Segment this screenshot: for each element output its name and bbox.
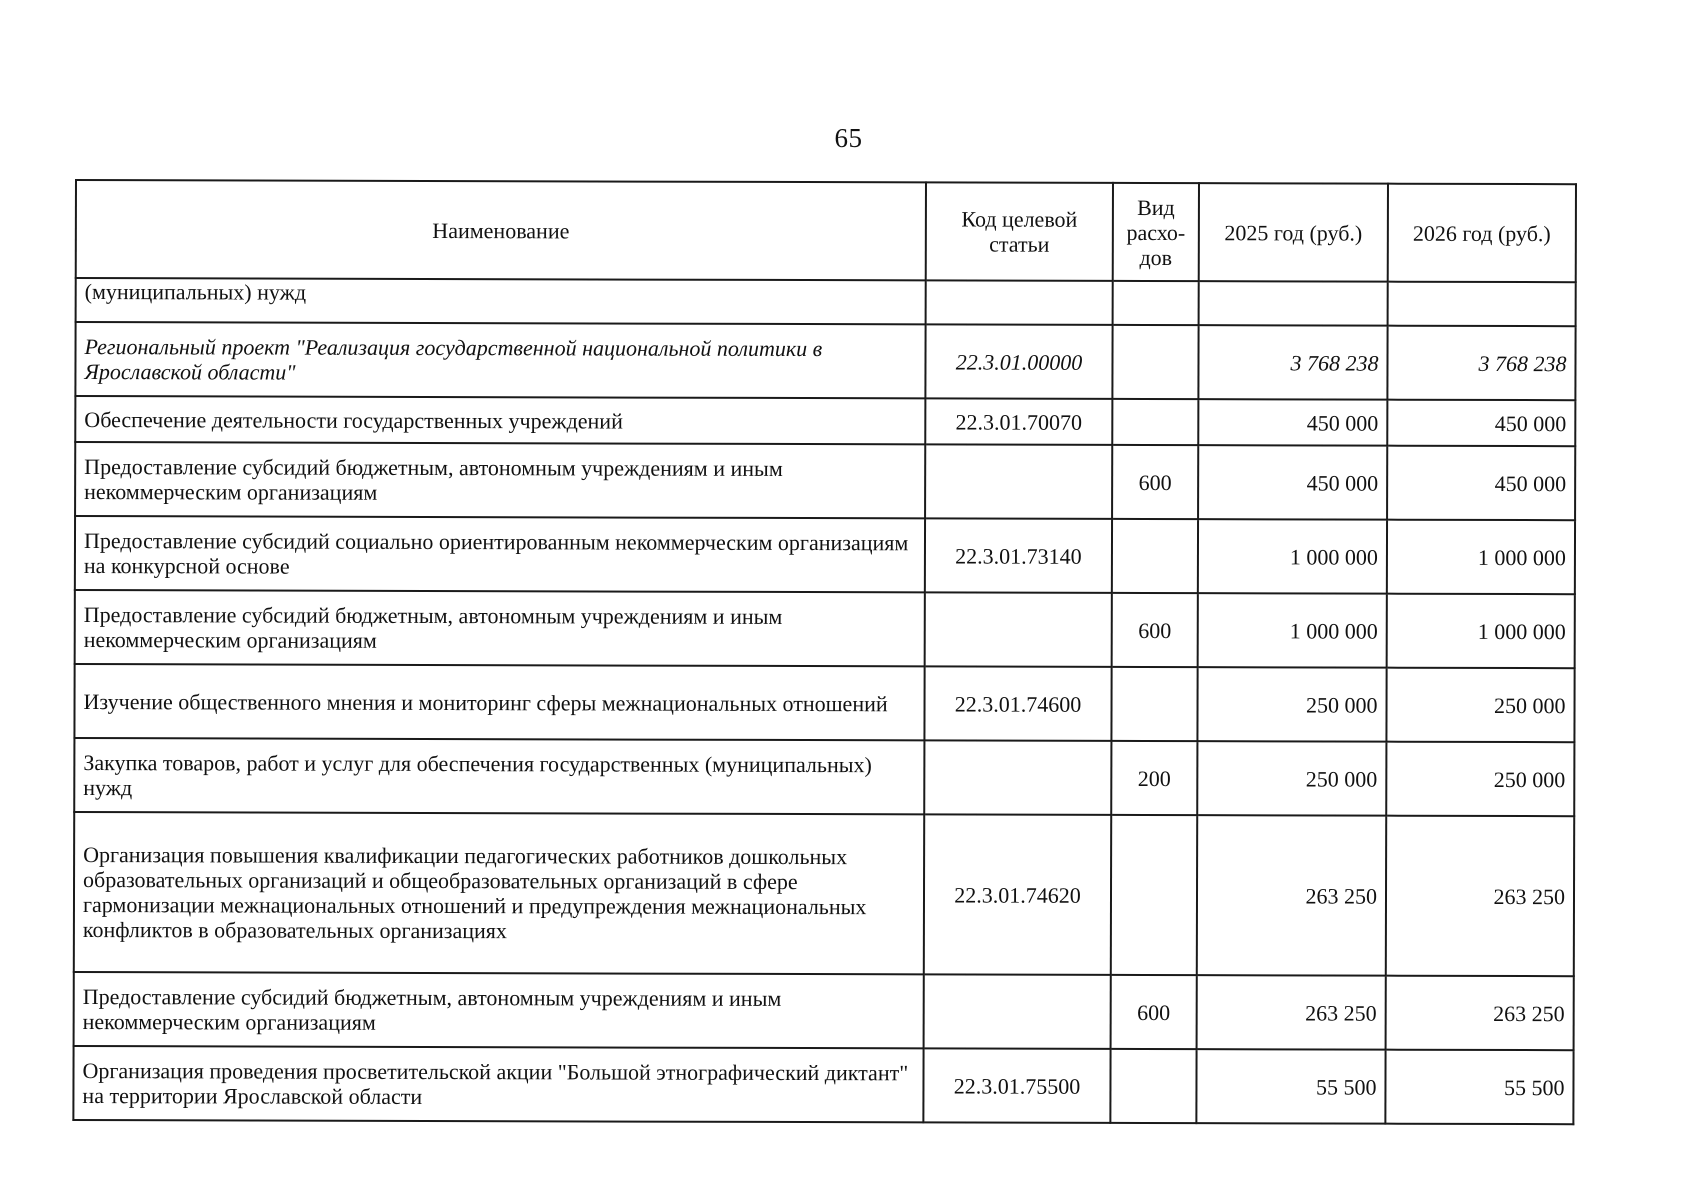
cell-code xyxy=(924,974,1111,1049)
cell-code: 22.3.01.74600 xyxy=(924,666,1111,741)
cell-name: Предоставление субсидий бюджетным, автономным учреждениям и иным некоммерческим организациям xyxy=(75,590,925,666)
cell-2026: 3 768 238 xyxy=(1387,326,1575,401)
header-year-2026: 2026 год (руб.) xyxy=(1388,184,1576,283)
header-type: Вид расхо-дов xyxy=(1113,183,1199,281)
cell-code: 22.3.01.70070 xyxy=(925,398,1112,445)
cell-2025: 1 000 000 xyxy=(1198,519,1387,594)
cell-code xyxy=(925,592,1112,667)
cell-name: Организация повышения квалификации педагогических работников дошкольных образовательных организаций и общеобразовательных организаций в сфере гармонизации межнациональных отношений и предупреждения межнациональных конфликтов в образовательных организациях xyxy=(74,812,924,974)
cell-2026: 250 000 xyxy=(1386,742,1574,817)
cell-2025: 250 000 xyxy=(1197,741,1386,816)
header-year-2025: 2025 год (руб.) xyxy=(1199,183,1388,282)
cell-2026: 450 000 xyxy=(1387,400,1575,447)
table-row xyxy=(74,972,1574,1050)
cell-2025: 450 000 xyxy=(1198,445,1387,520)
cell-type xyxy=(1112,399,1198,445)
cell-name: (муниципальных) нужд xyxy=(76,278,926,324)
table-row xyxy=(75,516,1575,594)
header-name: Наименование xyxy=(76,180,926,280)
table-row xyxy=(74,812,1574,976)
cell-type xyxy=(1111,667,1197,741)
cell-name: Обеспечение деятельности государственных учреждений xyxy=(75,396,925,444)
cell-name: Предоставление субсидий бюджетным, автономным учреждениям и иным некоммерческим организациям xyxy=(74,972,924,1048)
cell-2026: 55 500 xyxy=(1385,1050,1573,1125)
cell-2025: 55 500 xyxy=(1196,1049,1385,1124)
cell-code: 22.3.01.75500 xyxy=(923,1048,1110,1123)
cell-2026: 1 000 000 xyxy=(1387,520,1575,595)
cell-type xyxy=(1112,519,1198,593)
cell-2025: 450 000 xyxy=(1198,399,1387,446)
table-row xyxy=(75,322,1575,400)
table-row xyxy=(76,278,1576,326)
table-row xyxy=(75,442,1575,520)
budget-table xyxy=(72,179,1577,1125)
table-row xyxy=(73,1046,1573,1124)
cell-2025: 250 000 xyxy=(1197,667,1386,742)
cell-2025: 1 000 000 xyxy=(1198,593,1387,668)
cell-2026: 263 250 xyxy=(1386,816,1574,977)
cell-2026: 450 000 xyxy=(1387,446,1575,521)
page-number: 65 xyxy=(834,123,863,153)
cell-name: Закупка товаров, работ и услуг для обеспечения государственных (муниципальных) нужд xyxy=(74,738,924,814)
cell-2026 xyxy=(1388,282,1576,327)
cell-code xyxy=(926,280,1113,325)
cell-2026: 1 000 000 xyxy=(1387,594,1575,669)
cell-code xyxy=(924,740,1111,815)
table-row xyxy=(75,396,1575,446)
cell-type: 200 xyxy=(1111,741,1197,815)
cell-type xyxy=(1110,1049,1196,1123)
cell-2025 xyxy=(1199,281,1388,326)
cell-code: 22.3.01.74620 xyxy=(924,814,1111,975)
cell-type xyxy=(1111,815,1197,975)
cell-type xyxy=(1112,325,1198,399)
table-row xyxy=(75,590,1575,668)
cell-2026: 263 250 xyxy=(1386,976,1574,1051)
cell-type: 600 xyxy=(1111,975,1197,1049)
cell-type xyxy=(1113,281,1199,325)
cell-name: Организация проведения просветительской акции "Большой этнографический диктант" на территории Ярославской области xyxy=(73,1046,923,1122)
cell-name: Предоставление субсидий социально ориентированным некоммерческим организациям на конкурсной основе xyxy=(75,516,925,592)
cell-2025: 263 250 xyxy=(1197,975,1386,1050)
cell-code: 22.3.01.00000 xyxy=(925,324,1112,399)
cell-code xyxy=(925,444,1112,519)
cell-code: 22.3.01.73140 xyxy=(925,518,1112,593)
cell-2026: 250 000 xyxy=(1386,668,1574,743)
cell-2025: 3 768 238 xyxy=(1198,325,1387,400)
table-row xyxy=(74,664,1574,742)
cell-type: 600 xyxy=(1112,445,1198,519)
cell-name: Предоставление субсидий бюджетным, автономным учреждениям и иным некоммерческим организациям xyxy=(75,442,925,518)
cell-2025: 263 250 xyxy=(1197,815,1386,976)
header-code: Код целевой статьи xyxy=(926,182,1113,281)
cell-type: 600 xyxy=(1112,593,1198,667)
table-row xyxy=(74,738,1574,816)
cell-name: Изучение общественного мнения и мониторинг сферы межнациональных отношений xyxy=(74,664,924,740)
cell-name: Региональный проект "Реализация государственной национальной политики в Ярославской области" xyxy=(75,322,925,398)
table-header-row xyxy=(76,180,1576,282)
